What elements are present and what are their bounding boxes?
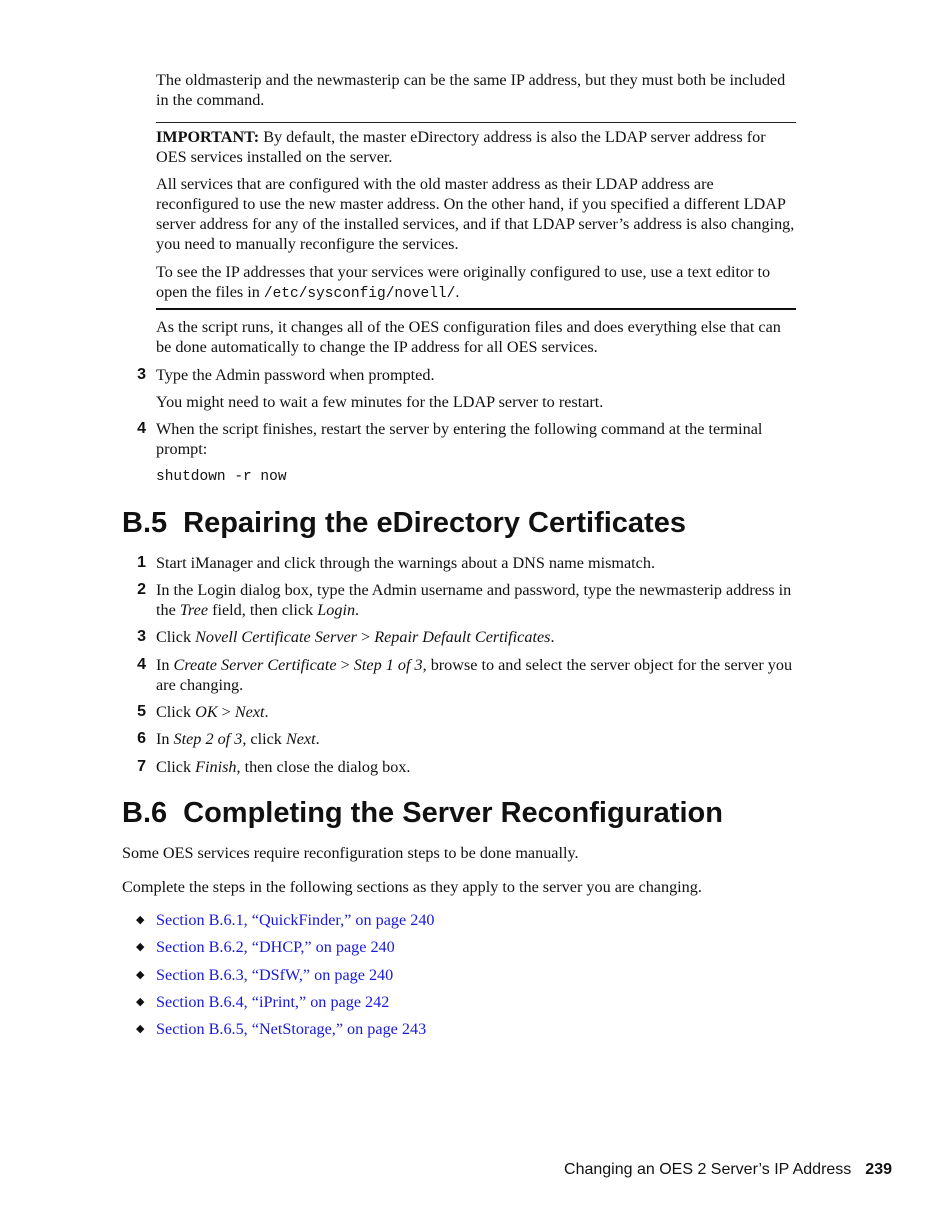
link-section-b63[interactable]: Section B.6.3, “DSfW,” on page 240 (156, 966, 394, 984)
note-top-rule (156, 122, 796, 123)
page-number: 239 (865, 1161, 892, 1178)
step-number: 1 (137, 554, 146, 571)
diamond-bullet-icon: ◆ (136, 941, 145, 953)
section-heading-b5 (122, 506, 686, 540)
step-subtext: You might need to wait a few minutes for the LDAP server to restart. (156, 393, 604, 411)
step-text: Click Finish, then close the dialog box. (156, 758, 411, 776)
note-p3-end: . (455, 283, 460, 301)
step-number: 6 (137, 730, 146, 747)
section-title: Completing the Server Reconfiguration (183, 797, 723, 829)
link-section-b65[interactable]: Section B.6.5, “NetStorage,” on page 243 (156, 1020, 427, 1038)
step-text: In the Login dialog box, type the Admin username and password, type the newmasterip address in the Tree field, then click Login. (156, 581, 792, 619)
b6-paragraph-2: Complete the steps in the following sections as they apply to the server you are changing. (122, 878, 702, 896)
step-text: Start iManager and click through the warnings about a DNS name mismatch. (156, 554, 655, 572)
step-number: 4 (137, 656, 146, 673)
note-bottom-rule (156, 308, 796, 310)
config-path: /etc/sysconfig/novell/ (263, 286, 456, 302)
link-section-b64[interactable]: Section B.6.4, “iPrint,” on page 242 (156, 993, 390, 1011)
important-note-p2: All services that are configured with the old master address as their LDAP address are reconfigured to use the new master address. On the other hand, if you specified a different LDAP server address for any of the installed services, and if that LDAP server’s address is also changing, you need to manually reconfigure the services. (156, 175, 795, 253)
b6-paragraph-1: Some OES services require reconfiguration steps to be done manually. (122, 844, 579, 862)
intro-paragraph: The oldmasterip and the newmasterip can be the same IP address, but they must both be included in the command. (156, 71, 786, 109)
step-text: In Step 2 of 3, click Next. (156, 730, 320, 748)
link-section-b61[interactable]: Section B.6.1, “QuickFinder,” on page 240 (156, 911, 435, 929)
important-label: IMPORTANT: (156, 128, 260, 146)
section-number: B.5 (122, 507, 168, 539)
footer-title: Changing an OES 2 Server’s IP Address (564, 1161, 852, 1178)
note-p3-text: To see the IP addresses that your services were originally configured to use, use a text editor to open the files in (156, 263, 771, 301)
step-text: When the script finishes, restart the server by entering the following command at the terminal prompt: (156, 420, 763, 458)
section-title: Repairing the eDirectory Certificates (183, 507, 686, 539)
step-number: 2 (137, 581, 146, 598)
link-section-b62[interactable]: Section B.6.2, “DHCP,” on page 240 (156, 938, 395, 956)
step-number: 5 (137, 703, 146, 720)
step-text: Click Novell Certificate Server > Repair Default Certificates. (156, 628, 555, 646)
step-text: Click OK > Next. (156, 703, 269, 721)
diamond-bullet-icon: ◆ (136, 914, 145, 926)
section-number: B.6 (122, 797, 168, 829)
diamond-bullet-icon: ◆ (136, 1023, 145, 1035)
step-number: 7 (137, 758, 146, 775)
shutdown-command: shutdown -r now (156, 469, 287, 485)
after-note-paragraph: As the script runs, it changes all of the OES configuration files and does everything else that can be done automatically to change the IP address for all OES services. (156, 318, 781, 356)
diamond-bullet-icon: ◆ (136, 969, 145, 981)
step-text: Type the Admin password when prompted. (156, 366, 435, 384)
important-text: By default, the master eDirectory address is also the LDAP server address for OES services installed on the server. (156, 128, 766, 166)
diamond-bullet-icon: ◆ (136, 996, 145, 1008)
important-note-p1 (156, 127, 796, 167)
important-note-p3 (156, 262, 796, 304)
step-number: 3 (137, 366, 146, 383)
step-number: 4 (137, 420, 146, 437)
section-heading-b6 (122, 796, 723, 830)
step-number: 3 (137, 628, 146, 645)
step-text: In Create Server Certificate > Step 1 of 3, browse to and select the server object for the server you are changing. (156, 656, 793, 694)
page-footer (564, 1161, 892, 1179)
